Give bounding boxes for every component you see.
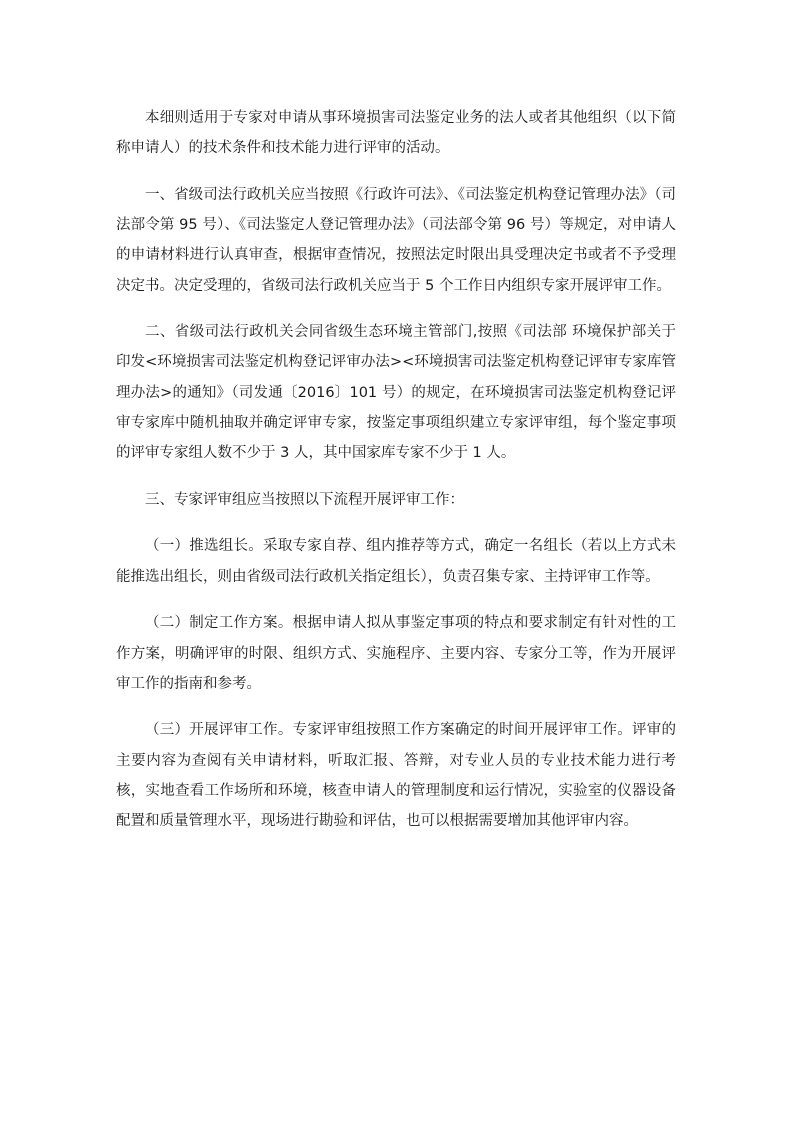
paragraph-item-three: （三）开展评审工作。专家评审组按照工作方案确定的时间开展评审工作。评审的主要内容为查阅有关申请材料，听取汇报、答辩，对专业人员的专业技术能力进行考核，实地查看工作场所和环境，核查申请人的管理制度和运行情况，实验室的仪器设备配置和质量管理水平，现场进行勘验和评估，也可以根据需要增加其他评审内容。 [116,722,676,830]
paragraph-section-one: 一、省级司法行政机关应当按照《行政许可法》、《司法鉴定机构登记管理办法》（司法部令第 95 号）、《司法鉴定人登记管理办法》（司法部令第 96 号）等规定，对申请人的申请材料进行认真审查，根据审查情况，按照法定时限出具受理决定书或者不予受理决定书。决定受理的，省级司法行政机关应当于 5 个工作日内组织专家开展评审工作。 [116,186,676,294]
document-body [116,103,676,853]
paragraph-item-two: （二）制定工作方案。根据申请人拟从事鉴定事项的特点和要求制定有针对性的工作方案，明确评审的时限、组织方式、实施程序、主要内容、专家分工等，作为开展评审工作的指南和参考。 [116,615,676,692]
paragraph-section-two: 二、省级司法行政机关会同省级生态环境主管部门,按照《司法部 环境保护部关于印发<环境损害司法鉴定机构登记评审办法><环境损害司法鉴定机构登记评审专家库管理办法>的通知》（司发通〔2016〕101 号）的规定，在环境损害司法鉴定机构登记评审专家库中随机抽取并确定评审专家，按鉴定事项组织建立专家评审组，每个鉴定事项的评审专家组人数不少于 3 人，其中国家库专家不少于 1 人。 [116,324,676,462]
paragraph-scope: 本细则适用于专家对申请从事环境损害司法鉴定业务的法人或者其他组织（以下简称申请人）的技术条件和技术能力进行评审的活动。 [116,110,676,157]
paragraph-section-three: 三、专家评审组应当按照以下流程开展评审工作： [145,491,464,508]
paragraph-item-one: （一）推选组长。采取专家自荐、组内推荐等方式，确定一名组长（若以上方式未能推选出组长，则由省级司法行政机关指定组长），负责召集专家、主持评审工作等。 [116,538,676,585]
